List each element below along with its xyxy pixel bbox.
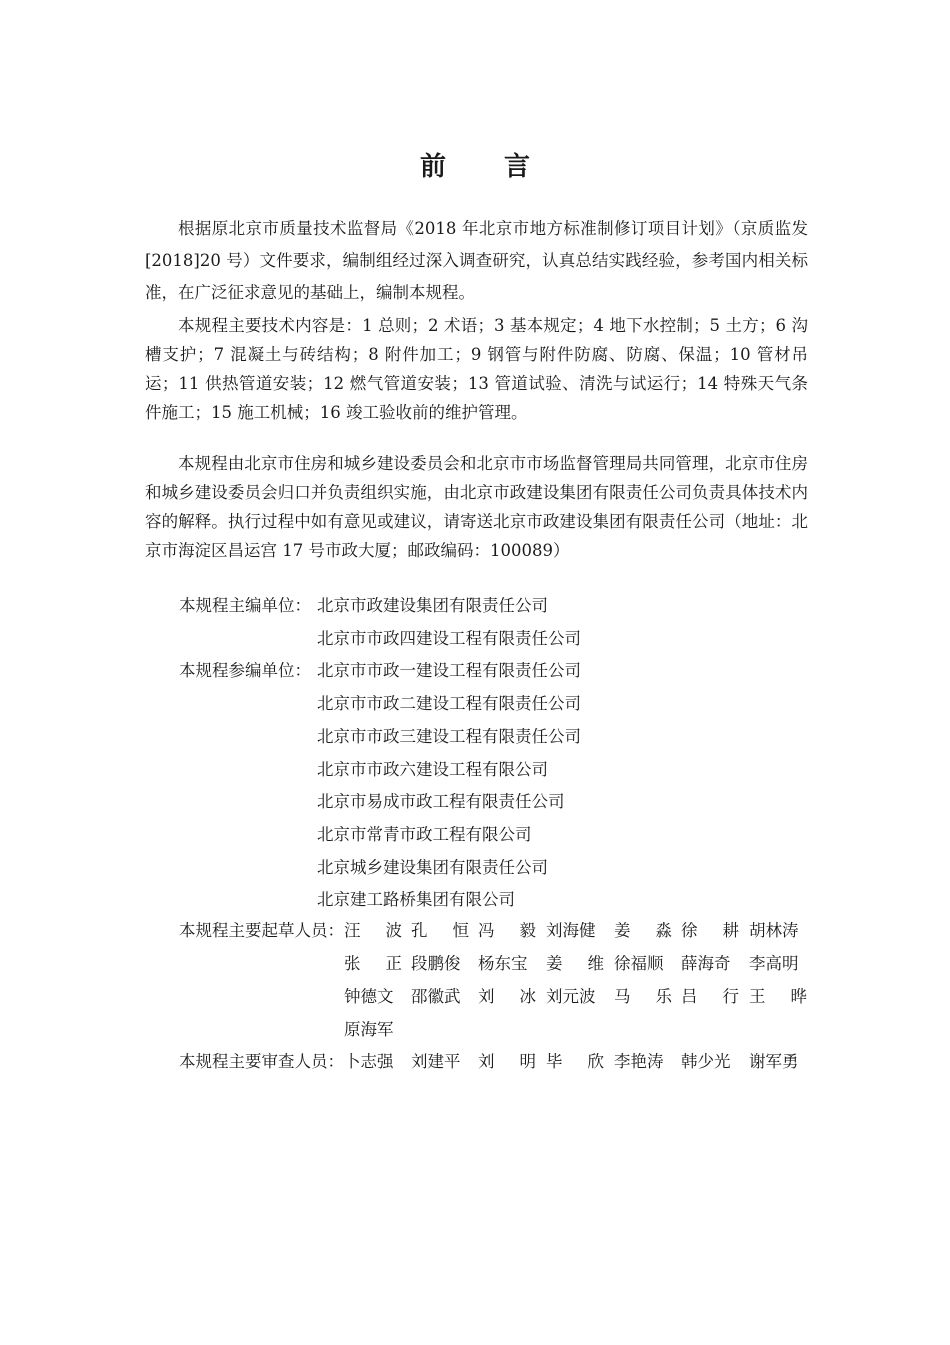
name-row <box>344 1016 814 1049</box>
chief-editor-unit: 北京市市政四建设工程有限责任公司 <box>317 628 581 648</box>
drafter-names <box>344 917 814 1049</box>
paragraph-management: 本规程由北京市住房和城乡建设委员会和北京市市场监督管理局共同管理，北京市住房和城乡建设委员会归口并负责组织实施，由北京市政建设集团有限责任公司负责具体技术内容的解释。执行过程中如有意见或建议，请寄送北京市政建设集团有限责任公司（地址：北京市海淀区昌运宫 17 号市政大厦；邮政编码：100089） <box>145 454 808 560</box>
chief-editor-unit: 北京市政建设集团有限责任公司 <box>317 596 548 615</box>
person-name: 杨东宝 <box>478 954 528 973</box>
name-row <box>344 950 814 983</box>
person-name: 刘 冰 <box>478 987 536 1006</box>
person-name: 李艳涛 <box>614 1052 664 1071</box>
title-char-1: 前 <box>419 152 446 182</box>
person-name: 李高明 <box>749 954 799 973</box>
person-name: 张 正 <box>344 954 402 973</box>
person-name: 邵徽武 <box>411 987 461 1006</box>
participating-unit-label: 本规程参编单位： <box>179 661 311 681</box>
name-row <box>344 983 814 1016</box>
participating-unit-unit: 北京市市政二建设工程有限责任公司 <box>317 694 581 714</box>
person-name: 姜 维 <box>546 954 604 973</box>
page-title <box>0 146 950 183</box>
participating-unit-unit: 北京市易成市政工程有限责任公司 <box>317 792 565 812</box>
person-name: 马 乐 <box>614 987 672 1006</box>
person-name: 毕 欣 <box>546 1052 604 1071</box>
person-name: 刘 明 <box>478 1052 536 1071</box>
person-name: 吕 行 <box>681 987 739 1006</box>
person-name: 卜志强 <box>344 1052 394 1071</box>
person-name: 段鹏俊 <box>411 954 461 973</box>
person-name: 胡林涛 <box>749 921 799 940</box>
paragraph-contents: 本规程主要技术内容是：1 总则；2 术语；3 基本规定；4 地下水控制；5 土方；6 沟槽支护；7 混凝土与砖结构；8 附件加工；9 钢管与附件防腐、防腐、保温；10 管材吊运；11 供热管道安装；12 燃气管道安装；13 管道试验、清洗与试运行；14 特殊天气条件施工；15 施工机械；16 竣工验收前的维护管理。 <box>145 316 808 422</box>
person-name: 王 晔 <box>749 987 807 1006</box>
participating-unit-unit: 北京市市政三建设工程有限责任公司 <box>317 726 581 746</box>
person-name: 谢军勇 <box>749 1052 799 1071</box>
person-name: 原海军 <box>344 1020 394 1039</box>
person-name: 徐 耕 <box>681 921 739 940</box>
title-char-2: 言 <box>504 152 531 182</box>
drafter-label: 本规程主要起草人员： <box>179 921 344 940</box>
participating-unit-unit: 北京市市政一建设工程有限责任公司 <box>317 661 581 681</box>
person-name: 刘建平 <box>411 1052 461 1071</box>
reviewer-names <box>344 1048 814 1081</box>
participating-unit-unit: 北京市市政六建设工程有限公司 <box>317 759 548 779</box>
person-name: 钟德文 <box>344 987 394 1006</box>
participating-unit-unit: 北京城乡建设集团有限责任公司 <box>317 857 548 877</box>
paragraph-basis: 根据原北京市质量技术监督局《2018 年北京市地方标准制修订项目计划》（京质监发[2018]20 号）文件要求，编制组经过深入调查研究，认真总结实践经验，参考国内相关标准，在广泛征求意见的基础上，编制本规程。 <box>145 219 808 302</box>
person-name: 韩少光 <box>681 1052 731 1071</box>
name-row <box>344 1048 814 1081</box>
person-name: 徐福顺 <box>614 954 664 973</box>
participating-unit-unit: 北京建工路桥集团有限公司 <box>317 890 515 910</box>
person-name: 刘海健 <box>546 921 596 940</box>
person-name: 薛海奇 <box>681 954 731 973</box>
name-row <box>344 917 814 950</box>
person-name: 孔 恒 <box>411 921 469 940</box>
person-name: 姜 淼 <box>614 921 672 940</box>
participating-unit-unit: 北京市常青市政工程有限公司 <box>317 824 532 844</box>
chief-editor-label: 本规程主编单位： <box>179 596 311 615</box>
person-name: 汪 波 <box>344 921 402 940</box>
person-name: 冯 毅 <box>478 921 536 940</box>
person-name: 刘元波 <box>546 987 596 1006</box>
reviewer-label: 本规程主要审查人员： <box>179 1052 344 1071</box>
